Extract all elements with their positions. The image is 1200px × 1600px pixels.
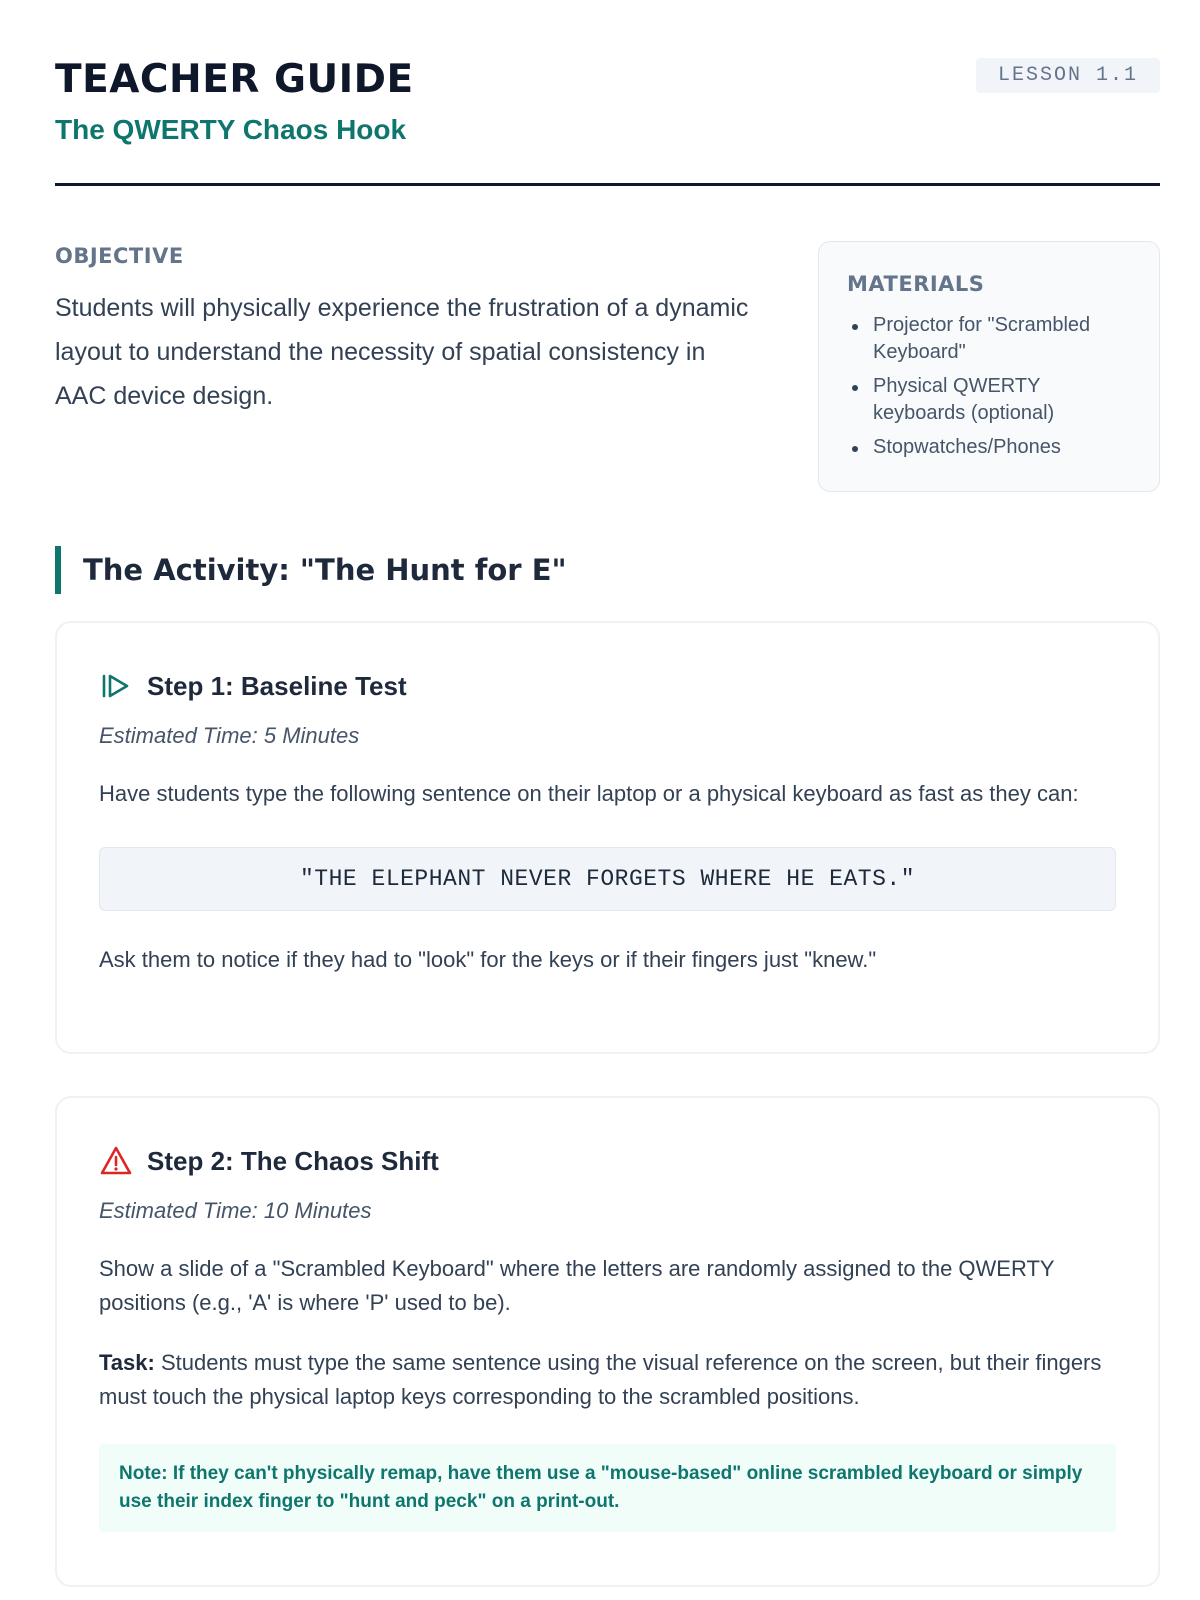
objective-section xyxy=(55,244,755,418)
task-paragraph xyxy=(99,1346,1116,1414)
note-callout: Note: If they can't physically remap, have them use a "mouse-based" online scrambled keyboard or simply use their index finger to "hunt and peck" on a print-out. xyxy=(99,1444,1116,1532)
step-followup: Ask them to notice if they had to "look" for the keys or if their fingers just "knew." xyxy=(99,947,877,972)
materials-list xyxy=(847,312,1131,461)
play-skip-icon xyxy=(99,669,133,703)
materials-item: Physical QWERTY keyboards (optional) xyxy=(847,373,1131,427)
materials-item: Stopwatches/Phones xyxy=(847,434,1131,461)
materials-label: MATERIALS xyxy=(847,272,985,296)
page-header xyxy=(55,58,1160,186)
lesson-badge: LESSON 1.1 xyxy=(976,58,1160,93)
task-text: Students must type the same sentence using the visual reference on the screen, but their fingers must touch the physical laptop keys corresponding to the scrambled positions. xyxy=(99,1350,1102,1409)
step-title: Step 2: The Chaos Shift xyxy=(147,1145,439,1176)
materials-item: Projector for "Scrambled Keyboard" xyxy=(847,312,1131,366)
objective-label: OBJECTIVE xyxy=(55,244,184,268)
step-time: Estimated Time: 5 Minutes xyxy=(99,723,360,748)
step-card-baseline xyxy=(55,621,1160,1054)
step-header xyxy=(99,1144,1116,1178)
sentence-quote: "THE ELEPHANT NEVER FORGETS WHERE HE EATS." xyxy=(99,847,1116,911)
step-title: Step 1: Baseline Test xyxy=(147,670,407,701)
materials-panel xyxy=(818,241,1160,492)
activity-heading: The Activity: "The Hunt for E" xyxy=(55,546,567,594)
page-subtitle: The QWERTY Chaos Hook xyxy=(55,114,407,145)
step-body: Have students type the following sentence on their laptop or a physical keyboard as fast as they can: xyxy=(99,781,1079,806)
step-card-chaos xyxy=(55,1096,1160,1587)
step-header xyxy=(99,669,1116,703)
step-body: Show a slide of a "Scrambled Keyboard" where the letters are randomly assigned to the QWERTY positions (e.g., 'A' is where 'P' used to be). xyxy=(99,1256,1055,1315)
warning-triangle-icon xyxy=(99,1144,133,1178)
task-label: Task: xyxy=(99,1350,155,1375)
page-title: TEACHER GUIDE xyxy=(55,57,414,102)
objective-text: Students will physically experience the frustration of a dynamic layout to understand the necessity of spatial consistency in AAC device design. xyxy=(55,294,749,410)
step-time: Estimated Time: 10 Minutes xyxy=(99,1198,372,1223)
